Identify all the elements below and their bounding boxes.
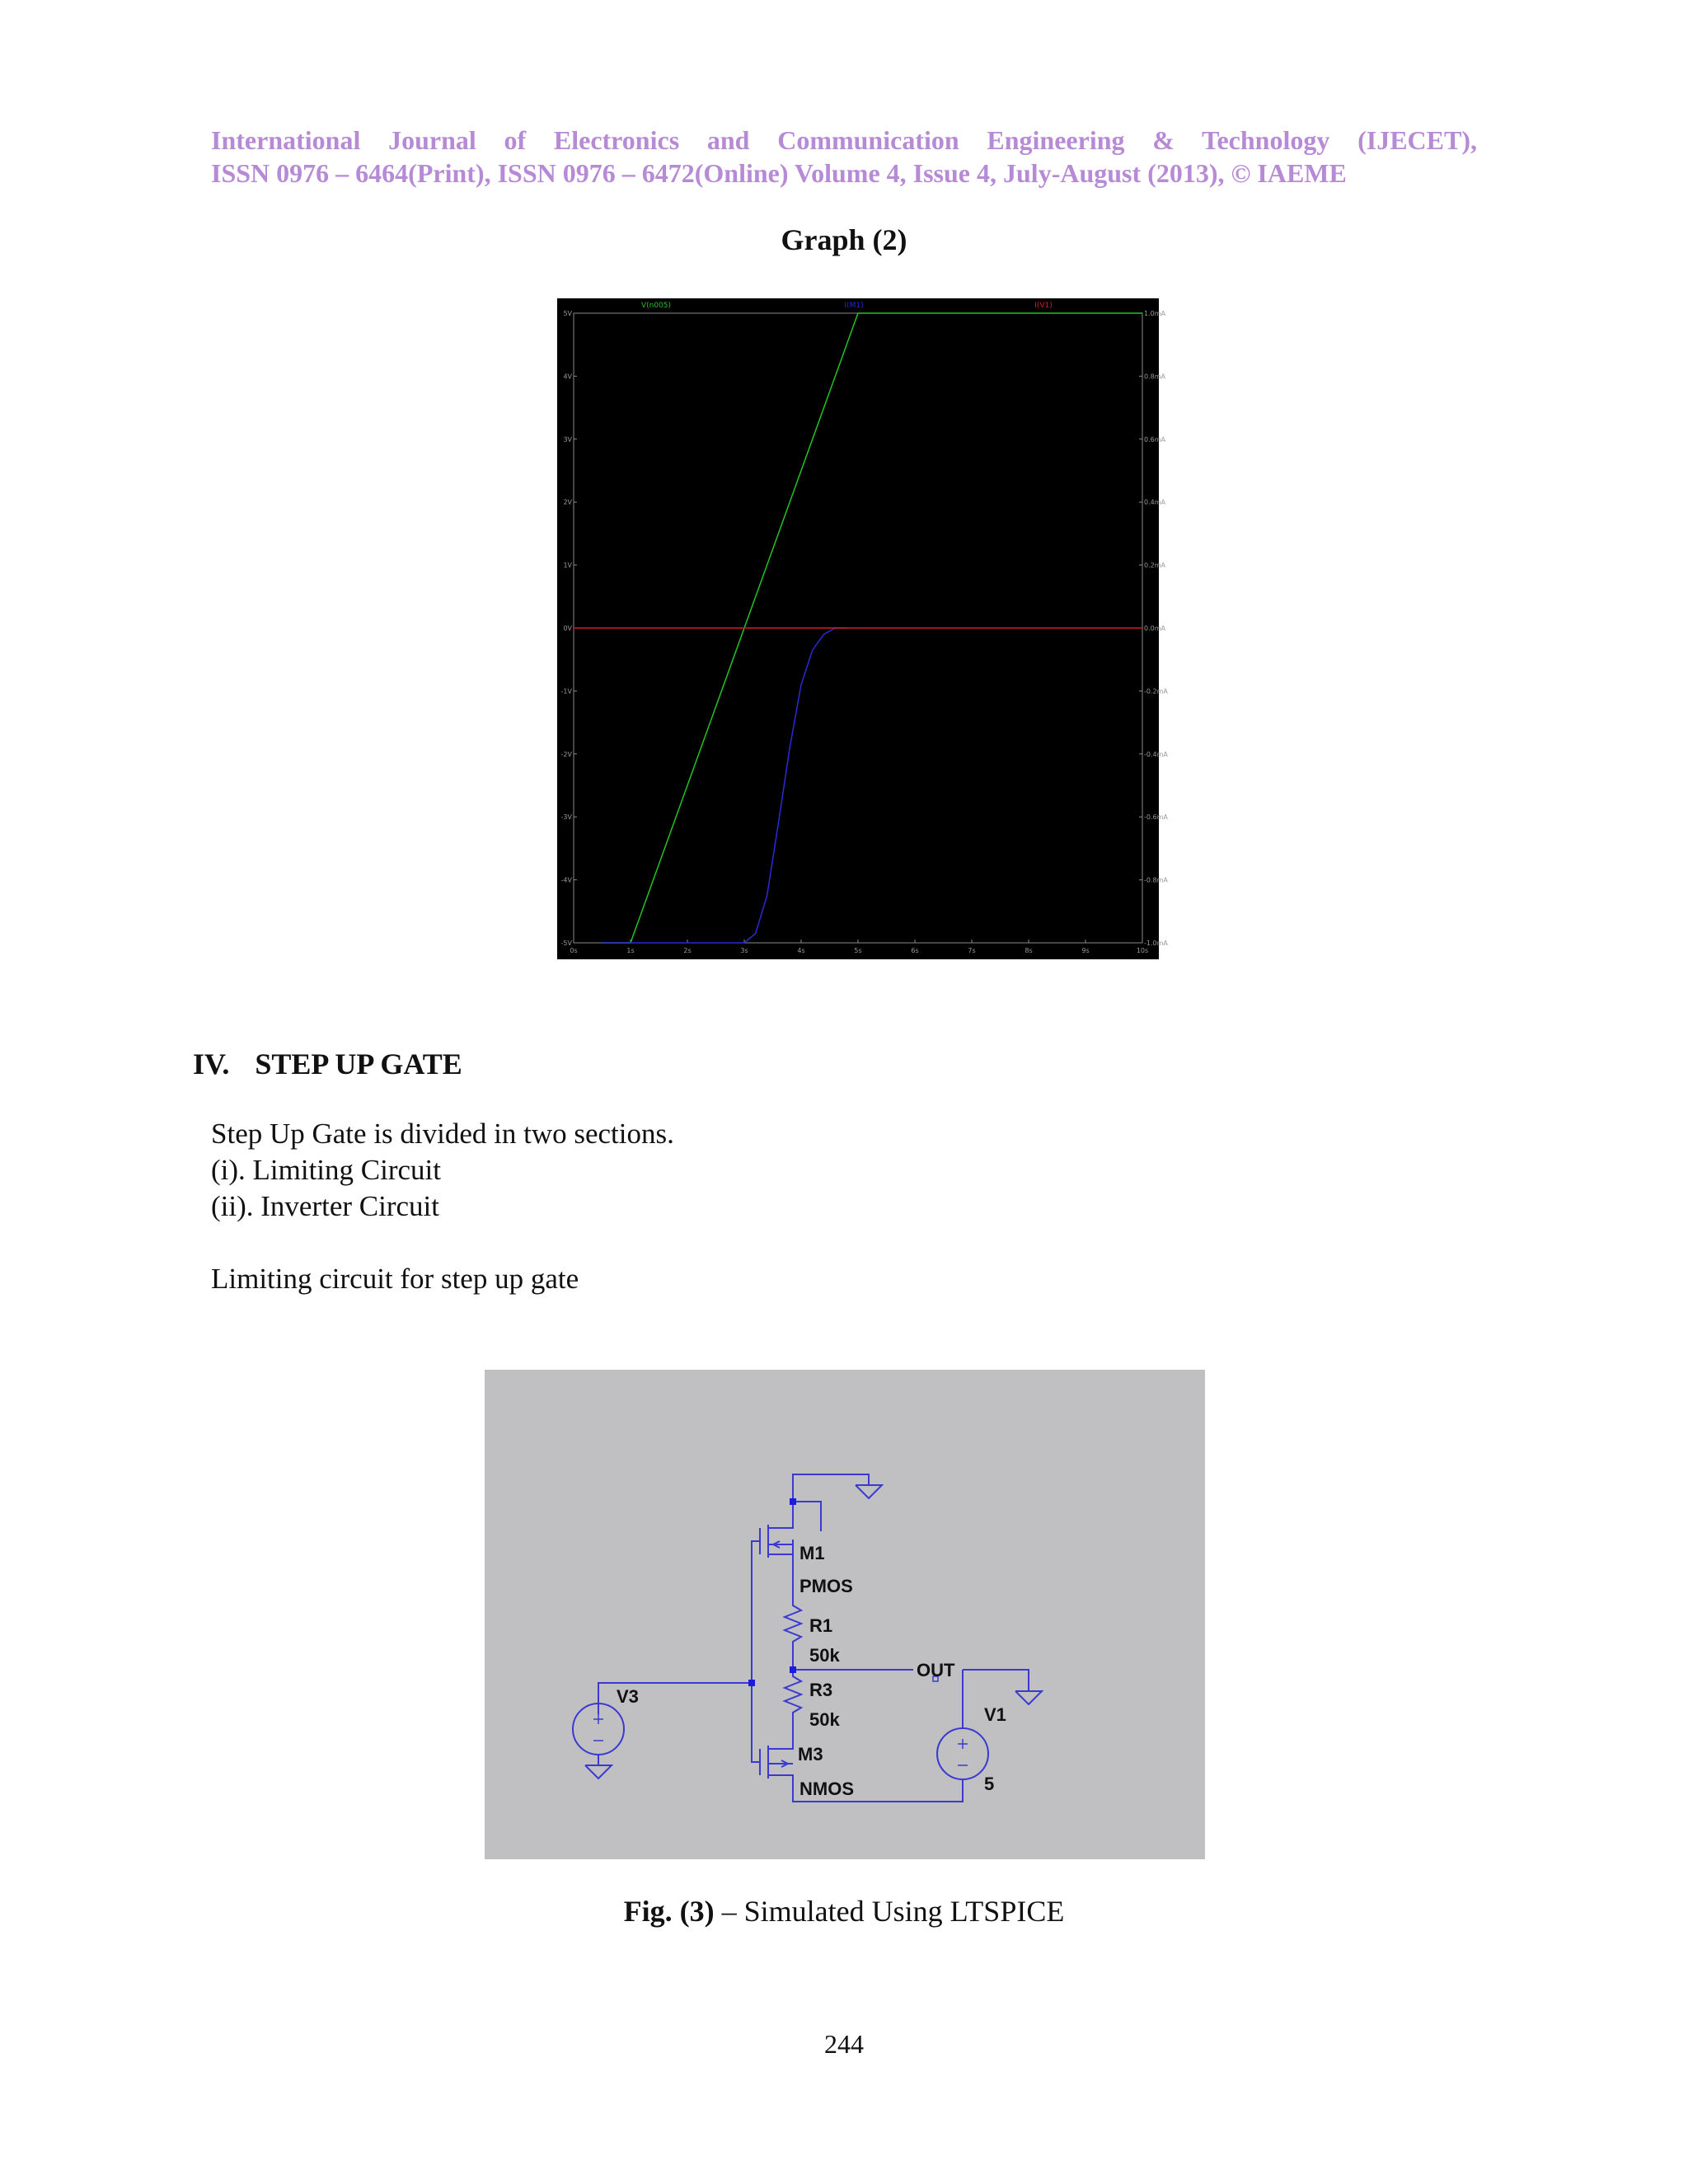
list-item-inverter: (ii). Inverter Circuit (211, 1190, 439, 1222)
x-tick-label: 1s (626, 947, 635, 954)
paragraph-intro: Step Up Gate is divided in two sections. (211, 1118, 674, 1150)
label-r1: R1 (809, 1615, 833, 1636)
ltspice-schematic (485, 1370, 1205, 1859)
label-out: OUT (917, 1660, 955, 1680)
label-r3: R3 (809, 1680, 833, 1700)
y-right-tick-label: 1.0mA (1144, 310, 1165, 317)
y-left-tick-label: 2V (563, 499, 572, 507)
x-tick-label: 6s (911, 947, 919, 954)
y-left-tick-label: -4V (560, 876, 572, 884)
x-tick-label: 7s (968, 947, 976, 954)
y-right-tick-label: 0.6mA (1144, 435, 1165, 443)
graph-caption (0, 223, 1688, 257)
journal-header (211, 124, 1477, 190)
journal-header-line2: ISSN 0976 – 6464(Print), ISSN 0976 – 6472(Online) Volume 4, Issue 4, July-August (2013), © IAEME (211, 158, 1347, 188)
graph-caption-number: (2) (872, 223, 907, 256)
y-left-tick-label: 0V (563, 625, 572, 632)
y-right-tick-label: -1.0mA (1144, 940, 1168, 947)
section-title: STEP UP GATE (255, 1047, 462, 1080)
y-right-tick-label: 0.8mA (1144, 373, 1165, 381)
page-number: 244 (824, 2029, 864, 2059)
y-right-tick-label: 0.4mA (1144, 499, 1165, 507)
label-m3: M3 (798, 1744, 823, 1765)
legend-entry-1: I(M1) (844, 302, 864, 310)
y-left-tick-label: -2V (560, 750, 572, 758)
junction-gate (748, 1680, 755, 1686)
x-tick-label: 0s (570, 947, 578, 954)
x-tick-label: 8s (1025, 947, 1033, 954)
legend-entry-2: I(V1) (1034, 302, 1053, 310)
y-left-tick-label: -3V (560, 813, 572, 822)
x-tick-label: 5s (854, 947, 862, 954)
label-r1-value: 50k (809, 1645, 840, 1666)
label-v1-value: 5 (984, 1774, 995, 1794)
y-left-tick-label: -1V (560, 687, 572, 696)
figure-caption-text: – Simulated Using LTSPICE (714, 1895, 1065, 1928)
section-heading (193, 1047, 462, 1081)
y-left-tick-label: 5V (563, 310, 572, 317)
x-tick-label: 4s (797, 947, 805, 954)
x-tick-label: 2s (683, 947, 692, 954)
label-m1: M1 (799, 1543, 825, 1563)
y-right-tick-label: -0.8mA (1144, 876, 1168, 884)
x-tick-label: 9s (1081, 947, 1090, 954)
chart-background (557, 298, 1159, 959)
graph-caption-label: Graph (781, 223, 865, 256)
simulation-chart (557, 298, 1168, 959)
y-right-tick-label: 0.0mA (1144, 625, 1165, 632)
junction-out (790, 1666, 796, 1673)
paragraph-limiting: Limiting circuit for step up gate (211, 1263, 579, 1295)
figure-caption-label: Fig. (3) (623, 1895, 715, 1928)
label-v3: V3 (617, 1686, 639, 1707)
y-left-tick-label: 3V (563, 435, 572, 443)
y-right-tick-label: -0.2mA (1144, 687, 1168, 696)
x-tick-label: 10s (1136, 947, 1149, 954)
label-nmos: NMOS (799, 1779, 854, 1799)
legend-entry-0: V(n005) (640, 302, 672, 310)
y-left-tick-label: 4V (563, 373, 572, 381)
y-left-tick-label: 1V (563, 561, 572, 569)
journal-header-line1: International Journal of Electronics and Communication Engineering & Technology (IJECET), (211, 125, 1477, 155)
label-pmos: PMOS (799, 1576, 853, 1596)
list-item-limiting: (i). Limiting Circuit (211, 1154, 441, 1186)
figure-caption (0, 1894, 1688, 1929)
y-right-tick-label: -0.4mA (1144, 750, 1168, 758)
junction-top (790, 1498, 796, 1505)
y-right-tick-label: -0.6mA (1144, 813, 1168, 822)
y-right-tick-label: 0.2mA (1144, 561, 1165, 569)
label-r3-value: 50k (809, 1709, 840, 1730)
y-left-tick-label: -5V (560, 940, 572, 947)
x-tick-label: 3s (740, 947, 748, 954)
section-number: IV. (193, 1047, 230, 1080)
schematic-svg (485, 1370, 1205, 1859)
chart-svg (557, 298, 1168, 959)
label-v1: V1 (984, 1704, 1006, 1725)
